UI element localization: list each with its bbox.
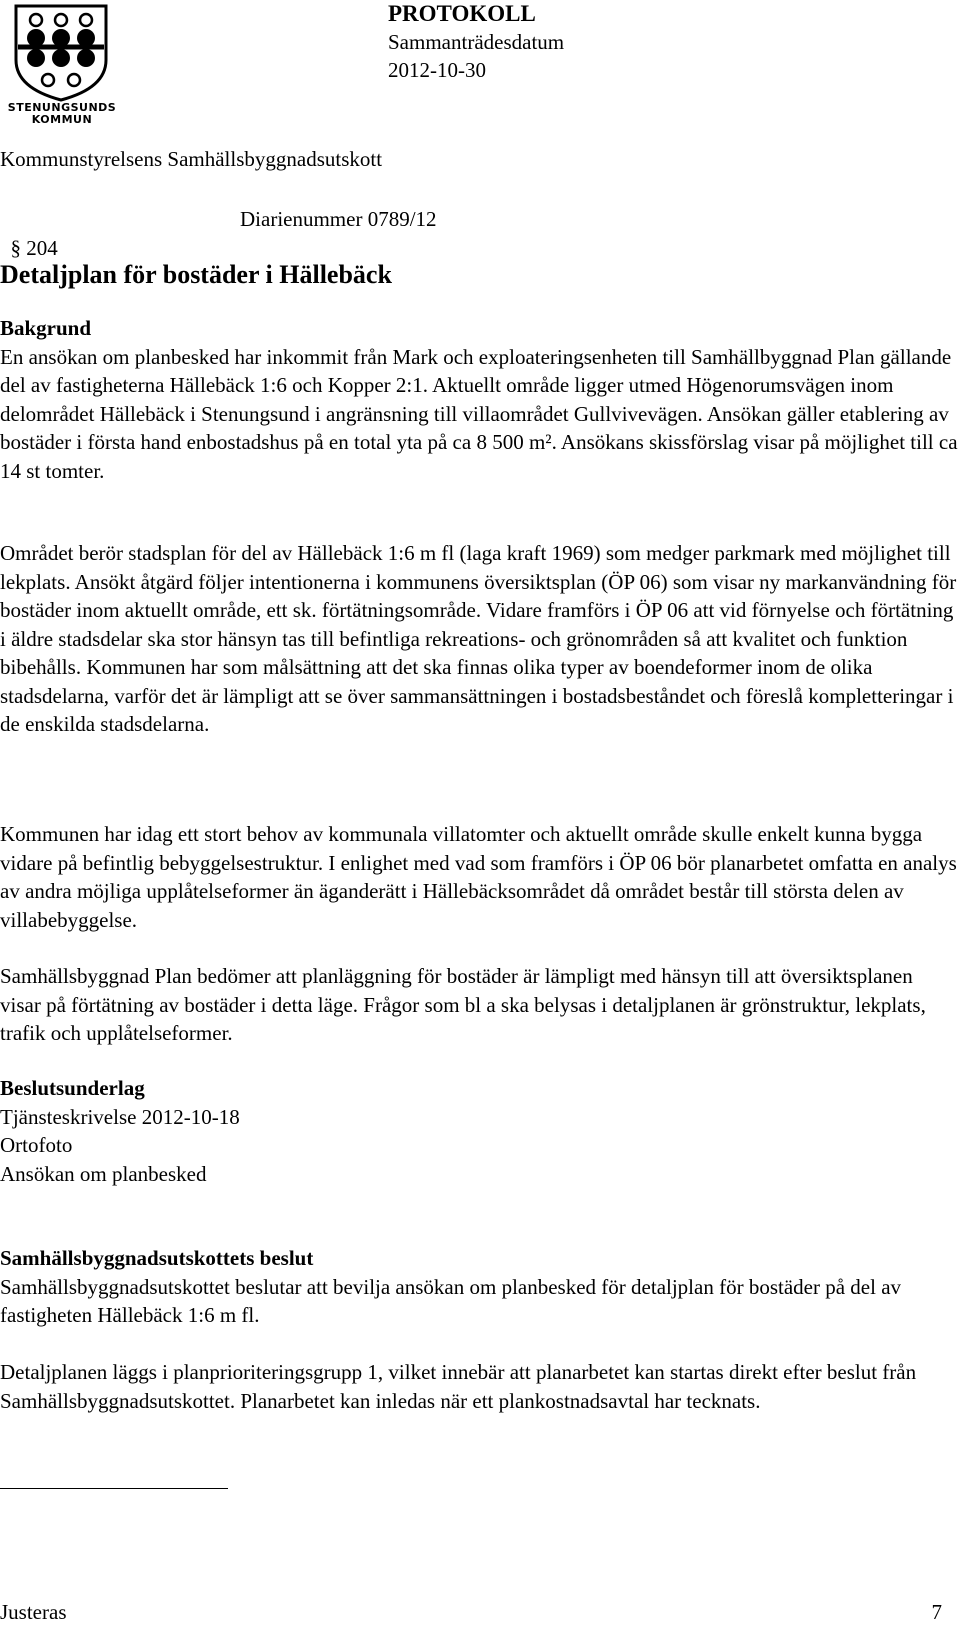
bakgrund-paragraph-3-block <box>0 820 958 934</box>
meeting-date-label: Sammanträdesdatum <box>388 30 565 54</box>
beslutsunderlag-item: Tjänsteskrivelse 2012-10-18 <box>0 1104 240 1129</box>
bakgrund-paragraph-4: Samhällsbyggnad Plan bedömer att planläggning för bostäder är lämpligt med hänsyn till att översiktsplanen visar på förtätning av bostäder i detta läge. Frågor som bl a ska belysas i detaljplanen är grönstruktur, lekplats, trafik och upplåtelseformer. <box>0 964 926 1045</box>
beslutsunderlag-item: Ansökan om planbesked <box>0 1161 207 1186</box>
page-number: 7 <box>931 1600 942 1624</box>
bakgrund-paragraph-2: Området berör stadsplan för del av Hällebäck 1:6 m fl (laga kraft 1969) som medger parkmark med möjlighet till lekplats. Ansökt åtgärd följer intentionerna i kommunens översiktsplan (ÖP 06) som visar ny markanvändning för bostäder inom aktuellt område, ett sk. förtätningsområde. Vidare framförs i ÖP 06 att vid förnyelse och förtätning i äldre stadsdelar ska stor hänsyn tas till befintliga rekreations- och grönområden så att kvalitet och funktion bibehålls. Kommunen har som målsättning att det ska finnas olika typer av boendeformer inom de olika stadsdelarna, varför det är lämpligt att se över sammansättningen i bostadsbeståndet och föreslå kompletteringar i de enskilda stadsdelarna. <box>0 541 957 736</box>
beslut-paragraph-2-block <box>0 1358 958 1415</box>
section-number: § 204 <box>10 235 58 260</box>
bakgrund-block <box>0 314 958 485</box>
page-title: Detaljplan för bostäder i Hällebäck <box>0 260 392 289</box>
signature-rule <box>0 1488 228 1489</box>
diarienummer: Diarienummer 0789/12 <box>240 207 437 231</box>
coat-of-arms-icon <box>2 2 120 102</box>
logo-text-line2: KOMMUN <box>31 113 93 126</box>
beslut-block <box>0 1244 958 1330</box>
meeting-date: 2012-10-30 <box>388 58 486 82</box>
beslut-heading: Samhällsbyggnadsutskottets beslut <box>0 1246 314 1270</box>
bakgrund-paragraph-1: En ansökan om planbesked har inkommit från Mark och exploateringsenheten till Samhällbyggnad Plan gällande del av fastigheterna Hällebäck 1:6 och Kopper 2:1. Aktuellt område ligger utmed Högenorumsvägen inom delområdet Hällebäck i Stenungsund i angränsning till villaområdet Gullvivevägen. Ansökan gäller etablering av bostäder i första hand enbostadshus på en total yta på ca 8 500 m². Ansökans skissförslag visar på möjlighet till ca 14 st tomter. <box>0 344 958 483</box>
document-type: PROTOKOLL <box>388 1 536 26</box>
justeras-label: Justeras <box>0 1600 67 1624</box>
beslutsunderlag-block <box>0 1074 958 1188</box>
bakgrund-paragraph-4-block <box>0 962 958 1048</box>
beslut-paragraph-1: Samhällsbyggnadsutskottet beslutar att bevilja ansökan om planbesked för detaljplan för bostäder på del av fastigheten Hällebäck 1:6 m fl. <box>0 1274 902 1327</box>
bakgrund-heading: Bakgrund <box>0 316 92 340</box>
committee-name: Kommunstyrelsens Samhällsbyggnadsutskott <box>0 147 383 171</box>
logo-text-line1: STENUNGSUNDS <box>7 101 117 114</box>
logo-text <box>2 102 122 126</box>
beslutsunderlag-heading: Beslutsunderlag <box>0 1076 145 1100</box>
beslut-paragraph-2: Detaljplanen läggs i planprioriteringsgrupp 1, vilket innebär att planarbetet kan startas direkt efter beslut från Samhällsbyggnadsutskottet. Planarbetet kan inledas när ett plankostnadsavtal har tecknats. <box>0 1360 917 1413</box>
beslutsunderlag-item: Ortofoto <box>0 1133 73 1157</box>
bakgrund-paragraph-2-block <box>0 539 958 739</box>
bakgrund-paragraph-3: Kommunen har idag ett stort behov av kommunala villatomter och aktuellt område skulle enkelt kunna bygga vidare på befintlig bebyggelsestruktur. I enlighet med vad som framförs i ÖP 06 bör planarbetet omfatta en analys av andra möjliga upplåtelseformer än äganderätt i Hällebäcksområdet då området består till största delen av villabebyggelse. <box>0 822 957 932</box>
municipality-logo <box>2 2 120 128</box>
